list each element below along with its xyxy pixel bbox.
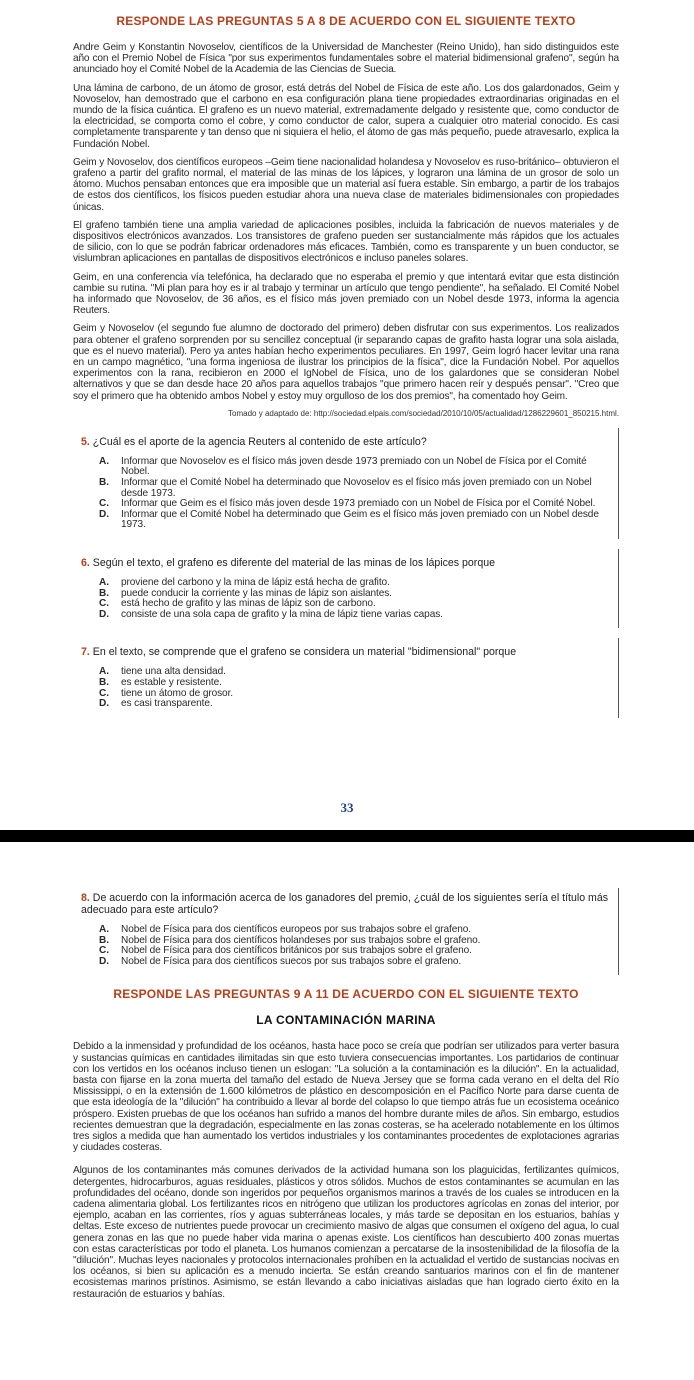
source-citation: Tomado y adaptado de: http://sociedad.elpais.com/sociedad/2010/10/05/actualidad/1286229601_850215.html. (228, 408, 619, 418)
question-number: 6. (81, 557, 90, 570)
answer-options (81, 578, 610, 620)
paragraph: El grafeno también tiene una amplia variedad de aplicaciones posibles, incluida la fabricación de nuevos materiales y de dispositivos electrónicos avanzados. Los transistores de grafeno pueden ser sustancialmente más rápidos que los actuales de silicio, con lo que se podrán fabricar ordenadores más eficaces. También, como es transparente y un buen conductor, se vislumbran aplicaciones en pantallas de dispositivos electrónicos e incluso paneles solares. (73, 219, 619, 265)
question-text (81, 892, 610, 916)
answer-options (81, 457, 610, 531)
article-title: LA CONTAMINACIÓN MARINA (256, 1013, 436, 1028)
answer-option[interactable] (99, 478, 610, 499)
option-text: Informar que Novoselov es el físico más joven desde 1973 premiado con un Nobel de Física por el Comité Nobel. (121, 455, 587, 478)
option-text: Nobel de Física para dos científicos holandeses por sus trabajos sobre el grafeno. (121, 934, 481, 946)
question-6 (73, 549, 619, 628)
option-letter: C. (99, 598, 109, 610)
reading-text (73, 1041, 619, 1299)
section-title: RESPONDE LAS PREGUNTAS 5 A 8 DE ACUERDO CON EL SIGUIENTE TEXTO (116, 14, 576, 28)
question-5 (73, 428, 619, 539)
question-text (81, 557, 610, 569)
option-text: es casi transparente. (121, 698, 213, 710)
paragraph: Una lámina de carbono, de un átomo de grosor, está detrás del Nobel de Física de este año. Los dos galardonados, Geim y Novoselov, han demostrado que el carbono en esa configuración plana tiene propiedades extraordinarias originadas en el mundo de la física cuántica. El grafeno es un nuevo material, extremadamente delgado y resistente que, como conductor de la electricidad, se comporta como el cobre, y como conductor de calor, supera a cualquier otro material conocido. Es casi completamente transparente y tan denso que ni siquiera el helio, el átomo de gas más pequeño, puede atravesarlo, explica la Fundación Nobel. (73, 82, 619, 150)
option-text: Informar que el Comité Nobel ha determinado que Novoselov es el físico más joven premiado con un Nobel desde 1973. (121, 477, 592, 499)
option-letter: B. (99, 934, 109, 946)
answer-option[interactable] (99, 699, 610, 710)
option-letter: C. (99, 945, 109, 957)
option-letter: A. (99, 666, 109, 678)
answer-option[interactable] (99, 925, 610, 936)
option-text: está hecho de grafito y las minas de lápiz son de carbono. (121, 598, 376, 610)
option-letter: A. (99, 924, 109, 935)
page-number: 33 (340, 800, 354, 815)
answer-option[interactable] (99, 957, 610, 968)
question-stem: ¿Cuál es el aporte de la agencia Reuters al contenido de este artículo? (92, 435, 427, 448)
paragraph: Geim y Novoselov (el segundo fue alumno de doctorado del primero) deben disfrutar con sus experimentos. Los realizados para obtener el grafeno sorprenden por su sencillez conceptual (ir separando capas de grafito hasta lograr una sola aislada, que es el nuevo material). Pero ya antes habían hecho experimentos peculiares. En 1997, Geim logró hacer levitar una rana en un campo magnético, "una forma ingeniosa de ilustrar los principios de la física", dice la Fundación Nobel. Por aquellos experimentos con la rana, recibieron en 2000 el IgNobel de Física, uno de los galardones que se consideran Nobel alternativos y que se dan desde hace 20 años para aquellos trabajos "que primero hacen reír y después pensar". "Creo que soy el primero que ha obtenido ambos Nobel y estoy muy orgulloso de los dos premios", ha comentado hoy Geim. (73, 323, 619, 402)
option-text: puede conducir la corriente y las minas de lápiz son aislantes. (121, 587, 392, 599)
option-letter: A. (99, 577, 109, 589)
reading-text (73, 42, 619, 402)
option-letter: A. (99, 455, 109, 467)
answer-options (81, 667, 610, 709)
option-text: Nobel de Física para dos científicos europeos por sus trabajos sobre el grafeno. (121, 924, 471, 935)
option-text: tiene una alta densidad. (121, 666, 226, 678)
option-text: Informar que Geim es el físico más joven desde 1973 premiado con un Nobel de Física por el Comité Nobel. (121, 498, 596, 510)
option-letter: D. (99, 508, 109, 520)
answer-option[interactable] (99, 610, 610, 621)
question-number: 8. (81, 892, 90, 904)
paragraph: Geim, en una conferencia vía telefónica, ha declarado que no esperaba el premio y que intentará evitar que esta distinción cambie su rutina. "Mi plan para hoy es ir al trabajo y terminar un artículo que tengo pendiente", ha señalado. El Comité Nobel ha informado que Novoselov, de 36 años, es el físico más joven premiado con un Nobel desde 1973, informa la agencia Reuters. (73, 271, 619, 317)
question-number: 5. (81, 435, 90, 448)
question-stem: Según el texto, el grafeno es diferente del material de las minas de los lápices porque (92, 557, 496, 570)
question-text (81, 646, 610, 658)
option-letter: C. (99, 687, 109, 699)
question-number: 7. (81, 646, 90, 659)
exam-page-34 (0, 842, 694, 1380)
option-letter: D. (99, 608, 109, 620)
question-7 (73, 638, 619, 717)
paragraph: Algunos de los contaminantes más comunes derivados de la actividad humana son los plaguicidas, fertilizantes químicos, detergentes, hidrocarburos, aguas residuales, plásticos y otros sólidos. Muchos de estos contaminantes se acumulan en las profundidades del océano, donde son ingeridos por pequeños organismos marinos a través de los cuales se introducen en la cadena alimentaria global. Los fertilizantes ricos en nitrógeno que utilizan los productores agrícolas en zonas del interior, por ejemplo, acaban en las corrientes, ríos y aguas subterráneas locales, y más tarde se depositan en los estuarios, bahías y deltas. Este exceso de nutrientes puede provocar un crecimiento masivo de algas que consumen el oxígeno del agua, lo cual genera zonas en las que no puede haber vida marina o apenas existe. Los científicos han descubierto 400 zonas muertas con estas características por todo el planeta. Los humanos comienzan a percatarse de la insostenibilidad de la filosofía de la "dilución". Muchas leyes nacionales y protocolos internacionales prohíben en la actualidad el vertido de sustancias nocivas en los océanos, si bien su aplicación es a menudo incierta. Se están creando santuarios marinos con el fin de mantener ecosistemas marinos prístinos. Asimismo, se están llevando a cabo iniciativas aisladas que han logrado cierto éxito en la restauración de estuarios y bahías. (73, 1165, 619, 1300)
paragraph: Geim y Novoselov, dos científicos europeos –Geim tiene nacionalidad holandesa y Novoselov es ruso-británico– obtuvieron el grafeno a partir del grafito normal, el material de las minas de los lápices, y lograron una lámina de un grosor de solo un átomo. Muchos pensaban entonces que era imposible que un material así fuera estable. Sin embargo, a partir de los trabajos de estos dos científicos, los físicos pueden estudiar ahora una nueva clase de materiales bidimensionales con propiedades únicas. (73, 156, 619, 213)
option-text: proviene del carbono y la mina de lápiz está hecha de grafito. (121, 577, 390, 589)
option-text: tiene un átomo de grosor. (121, 687, 233, 699)
question-stem: De acuerdo con la información acerca de los ganadores del premio, ¿cuál de los siguientes sería el título más adecuado para este artículo? (81, 892, 609, 916)
option-letter: B. (99, 587, 109, 599)
option-text: Informar que el Comité Nobel ha determinado que Geim es el físico más joven premiado con un Nobel desde 1973. (121, 508, 599, 531)
answer-option[interactable] (99, 510, 610, 531)
option-text: consiste de una sola capa de grafito y la mina de lápiz tiene varias capas. (121, 608, 443, 620)
answer-options (81, 925, 610, 967)
option-letter: D. (99, 698, 109, 710)
option-text: es estable y resistente. (121, 677, 222, 689)
option-text: Nobel de Física para dos científicos suecos por sus trabajos sobre el grafeno. (121, 955, 462, 967)
paragraph: Andre Geim y Konstantin Novoselov, científicos de la Universidad de Manchester (Reino Unido), han sido distinguidos este año con el Premio Nobel de Física "por sus experimentos fundamentales sobre el material bidimensional grafeno", según ha anunciado hoy el Comité Nobel de la Academia de las Ciencias de Suecia. (73, 42, 619, 76)
option-letter: B. (99, 477, 109, 489)
section-title: RESPONDE LAS PREGUNTAS 9 A 11 DE ACUERDO CON EL SIGUIENTE TEXTO (113, 987, 579, 1002)
question-text (81, 436, 610, 448)
option-letter: B. (99, 677, 109, 689)
question-stem: En el texto, se comprende que el grafeno se considera un material "bidimensional" porque (92, 646, 517, 659)
option-letter: D. (99, 955, 109, 967)
answer-option[interactable] (99, 457, 610, 478)
paragraph: Debido a la inmensidad y profundidad de los océanos, hasta hace poco se creía que podrían ser utilizados para verter basura y sustancias químicas en cantidades ilimitadas sin que esto tuviera consecuencias importantes. Los partidarios de continuar con los vertidos en los océanos incluso tienen un eslogan: "La solución a la contaminación es la dilución". En la actualidad, basta con fijarse en la zona muerta del tamaño del estado de Nueva Jersey que se forma cada verano en el delta del Río Mississippi, o en la extensión de 1.600 kilómetros de plástico en descomposición en el Pacífico Norte para darse cuenta de que esta ideología de la "dilución" ha contribuido a llevar al borde del colapso lo que tiempo atrás fue un ecosistema oceánico próspero. Existen pruebas de que los océanos han sufrido a manos del hombre durante miles de años. Sin embargo, estudios recientes demuestran que la degradación, especialmente en las zonas costeras, se ha acelerado notablemente en los últimos tres siglos a medida que han aumentado los vertidos industriales y los contaminantes procedentes de explotaciones agrarias y ciudades costeras. (73, 1041, 619, 1154)
page-content (73, 14, 619, 718)
page-content (73, 888, 619, 1307)
option-text: Nobel de Física para dos científicos británicos por sus trabajos sobre el grafeno. (121, 945, 472, 957)
question-8 (73, 888, 619, 975)
option-letter: C. (99, 498, 109, 510)
